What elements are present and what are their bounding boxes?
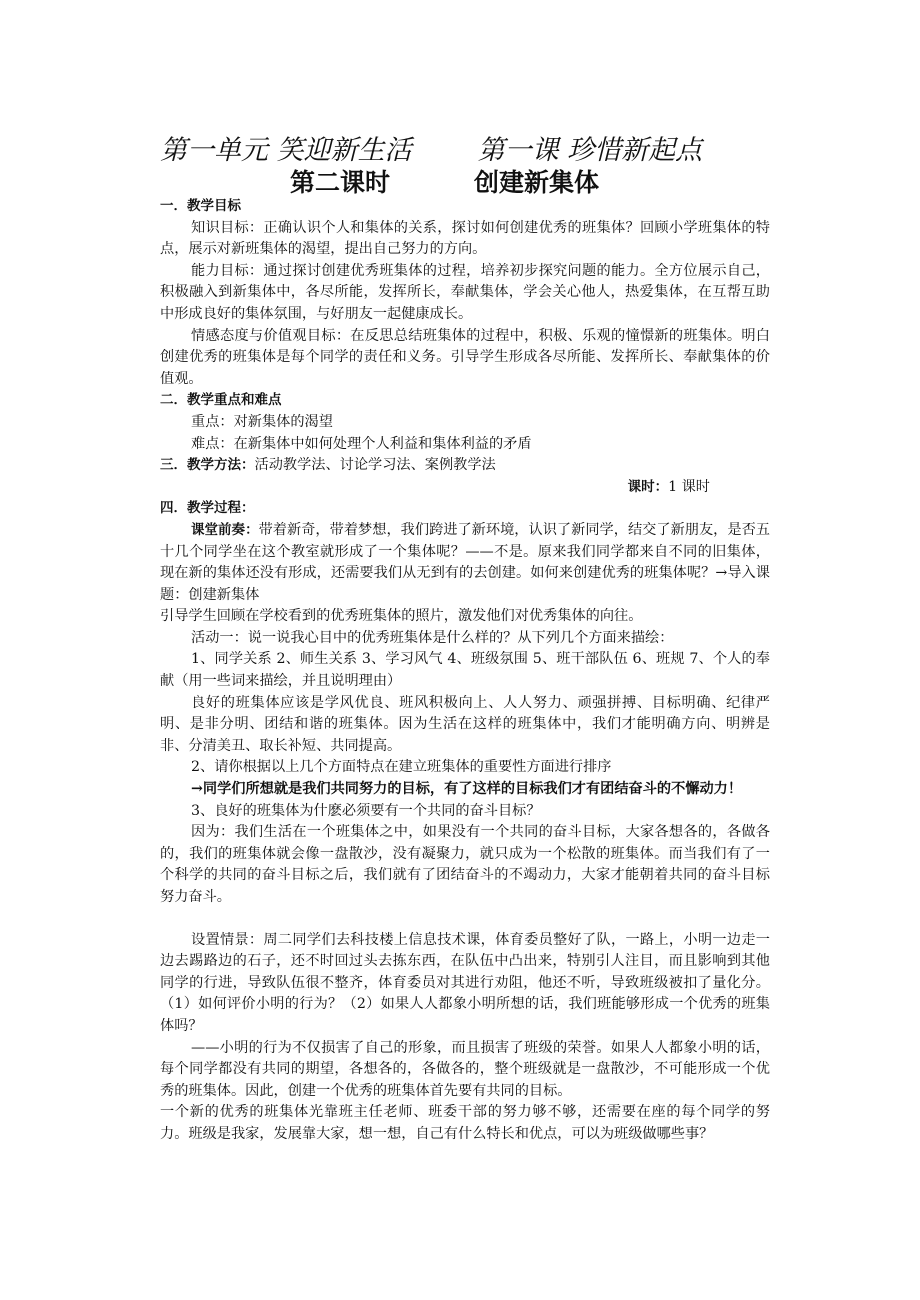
activity-one: 活动一：说一说我心目中的优秀班集体是什么样的？从下列几个方面来描绘： [191,629,674,646]
method-line [160,455,770,477]
good-class-paragraph: 良好的班集体应该是学风优良、班风积极向上、人人努力、顽强拼搏、目标明确、纪律严明、是非分明、团结和谐的班集体。因为生活在这样的班集体中，我们才能明确方向、明辨是非、分清美丑、取长补短、共同提高。 [160,694,770,754]
document-body [160,196,770,1146]
unit-lesson-title [160,128,702,167]
key-point: 重点：对新集体的渴望 [191,413,333,430]
period-title: 第二课时 [290,168,391,197]
common-goal-statement: →同学们所想就是我们共同努力的目标，有了这样的目标我们才有团结奋斗的不懈动力！ [191,781,743,798]
prelude-paragraph [160,520,770,606]
because-paragraph: 因为：我们生活在一个班集体之中，如果没有一个共同的奋斗目标，大家各想各的，各做各的，我们的班集体就会像一盘散沙，没有凝聚力，就只成为一个松散的班集体。而当我们有了一个科学的共同的奋斗目标之后，我们就有了团结奋斗的不竭动力，大家才能朝着共同的奋斗目标努力奋斗。 [160,824,770,905]
difficult-point: 难点：在新集体中如何处理个人利益和集体利益的矛盾 [191,435,532,452]
rank-question: 2、请你根据以上几个方面特点在建立班集体的重要性方面进行排序 [191,759,612,776]
method-text: 活动教学法、讨论学习法、案例教学法 [254,457,496,474]
topic-title: 创建新集体 [474,168,600,197]
process-heading: 四．教学过程： [160,500,255,517]
why-goal-question: 3、良好的班集体为什麽必须要有一个共同的奋斗目标？ [191,802,541,819]
key-heading: 二．教学重点和难点 [160,392,282,409]
goal-attitude: 情感态度与价值观目标：在反思总结班集体的过程中，积极、乐观的憧憬新的班集体。明白创建优秀的班集体是每个同学的责任和义务。引导学生形成各尽所能、发挥所长、奉献集体的价值观。 [160,327,770,387]
goal-ability: 能力目标：通过探讨创建优秀班集体的过程，培养初步探究问题的能力。全方位展示自己，积极融入到新集体中，各尽所能，发挥所长，奉献集体，学会关心他人，热爱集体，在互帮互助中形成良好的集体氛围，与好朋友一起健康成长。 [160,262,770,322]
aspects-list: 1、同学关系 2、师生关系 3、学习风气 4、班级氛围 5、班干部队伍 6、班规 7、个人的奉献（用一些词来描绘，并且说明理由） [160,651,770,690]
period-topic-title [290,163,599,199]
hours-label: 课时： [627,478,669,495]
blank-line [160,909,770,930]
goal-knowledge: 知识目标：正确认识个人和集体的关系，探讨如何创建优秀的班集体？回顾小学班集体的特点，展示对新班集体的渴望，提出自己努力的方向。 [160,219,770,258]
answer-paragraph: ——小明的行为不仅损害了自己的形象，而且损害了班级的荣誉。如果人人都象小明的话，每个同学都没有共同的期望，各想各的，各做各的，整个班级就是一盘散沙，不可能形成一个优秀的班集体。因此，创建一个优秀的班集体首先要有共同的目标。 [160,1039,770,1099]
closing-paragraph: 一个新的优秀的班集体光靠班主任老师、班委干部的努力够不够，还需要在座的每个同学的努力。班级是我家，发展靠大家，想一想，自己有什么特长和优点，可以为班级做哪些事？ [160,1104,770,1142]
unit-title: 第一单元 笑迎新生活 [160,135,412,166]
method-heading: 三．教学方法： [160,457,255,474]
goals-heading: 一．教学目标 [160,198,241,214]
prelude-label: 课堂前奏： [191,521,259,538]
photo-guide: 引导学生回顾在学校看到的优秀班集体的照片，激发他们对优秀集体的向往。 [160,608,643,625]
lesson-title: 第一课 珍惜新起点 [477,135,703,166]
hours-line [160,477,770,499]
scenario-paragraph: 设置情景：周二同学们去科技楼上信息技术课，体育委员整好了队，一路上，小明一边走一边去踢路边的石子，还不时回过头去拣东西，在队伍中凸出来，特别引人注目，而且影响到其他同学的行进，导致队伍很不整齐，体育委员对其进行劝阻，他还不听，导致班级被扣了量化分。（1）如何评价小明的行为？（2）如果人人都象小明所想的话，我们班能够形成一个优秀的班集体吗？ [160,931,770,1034]
prelude-text: 带着新奇，带着梦想，我们跨进了新环境，认识了新同学，结交了新朋友，是否五十几个同学坐在这个教室就形成了一个集体呢？——不是。原来我们同学都来自不同的旧集体，现在新的集体还没有形成，还需要我们从无到有的去创建。如何来创建优秀的班集体呢？→导入课题：创建新集体 [160,521,770,603]
hours-value: 1 课时 [668,478,710,495]
